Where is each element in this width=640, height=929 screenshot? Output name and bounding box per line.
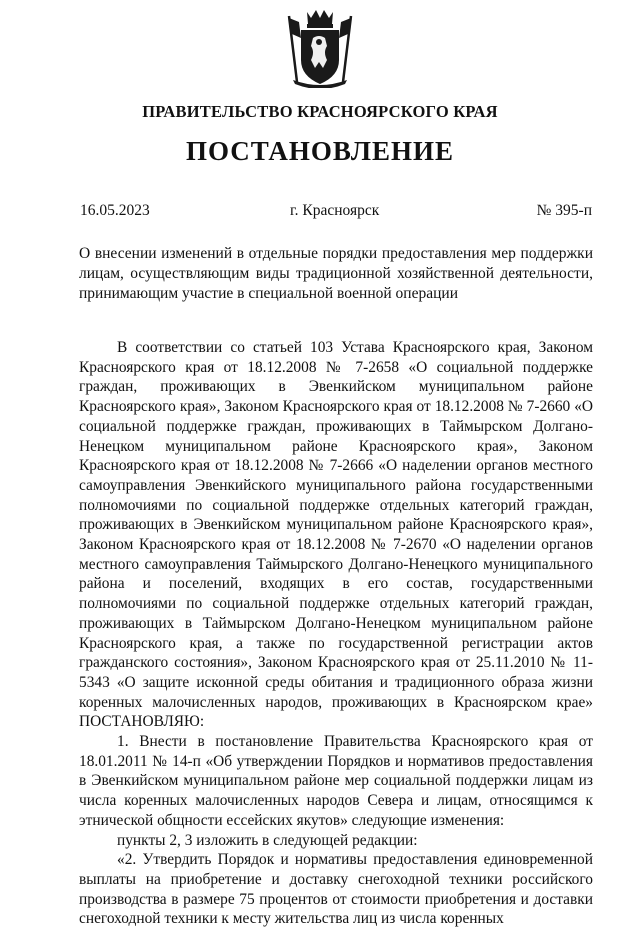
body-paragraph-instruction: пункты 2, 3 изложить в следующей редакции:: [117, 831, 418, 849]
document-number: № 395-п: [536, 202, 592, 219]
document-date: 16.05.2023: [80, 202, 150, 219]
document-body: [79, 338, 593, 929]
body-paragraph-preamble: В соответствии со статьей 103 Устава Красноярского края, Законом Красноярского края от 18.12.2008 № 7-2658 «О социальной поддержке граждан, проживающих в Эвенкийском муниципальном районе Красноярского края», Законом Красноярского края от 18.12.2008 № 7-2660 «О социальной поддержке граждан, проживающих в Таймырском Долгано-Ненецком муниципальном районе Красноярского края», Законом Красноярского края от 18.12.2008 № 7-2666 «О наделении органов местного самоуправления Эвенкийского муниципального района государственными полномочиями по социальной поддержке отдельных категорий граждан, проживающих в Эвенкийском муниципальном районе Красноярского края», Законом Красноярского края от 18.12.2008 № 7-2670 «О наделении органов местного самоуправления Таймырского Долгано-Ненецкого муниципального района и поселений, входящих в его состав, государственными полномочиями по социальной поддержке отдельных категорий граждан, проживающих в Таймырском Долгано-Ненецком муниципальном районе Красноярского края, а также по государственной регистрации актов гражданского состояния», Законом Красноярского края от 25.11.2010 № 11-5343 «О защите исконной среды обитания и традиционного образа жизни коренных малочисленных народов, проживающих в Красноярском крае» ПОСТАНОВЛЯЮ:: [79, 339, 593, 731]
document-city: г. Красноярск: [290, 202, 380, 219]
document-subject: О внесении изменений в отдельные порядки предоставления мер поддержки лицам, осуществляющим виды традиционной хозяйственной деятельности, принимающим участие в специальной военной операции: [79, 245, 593, 302]
document-type-title: ПОСТАНОВЛЕНИЕ: [185, 136, 455, 166]
krasnoyarsk-coat-of-arms-icon: [283, 8, 357, 88]
organization-title: ПРАВИТЕЛЬСТВО КРАСНОЯРСКОГО КРАЯ: [142, 102, 498, 121]
body-paragraph-item-1: 1. Внести в постановление Правительства Красноярского края от 18.01.2011 № 14-п «Об утверждении Порядков и нормативов предоставления в Эвенкийском муниципальном районе мер социальной поддержки лицам из числа коренных малочисленных народов Севера и лицам, относящимся к этнической общности ессейских якутов» следующие изменения:: [79, 733, 593, 829]
body-paragraph-quoted-item-2: «2. Утвердить Порядок и нормативы предоставления единовременной выплаты на приобретение и доставку снегоходной техники российского производства в размере 75 процентов от стоимости приобретения и доставки снегоходной техники к месту жительства лиц из числа коренных: [79, 851, 593, 928]
